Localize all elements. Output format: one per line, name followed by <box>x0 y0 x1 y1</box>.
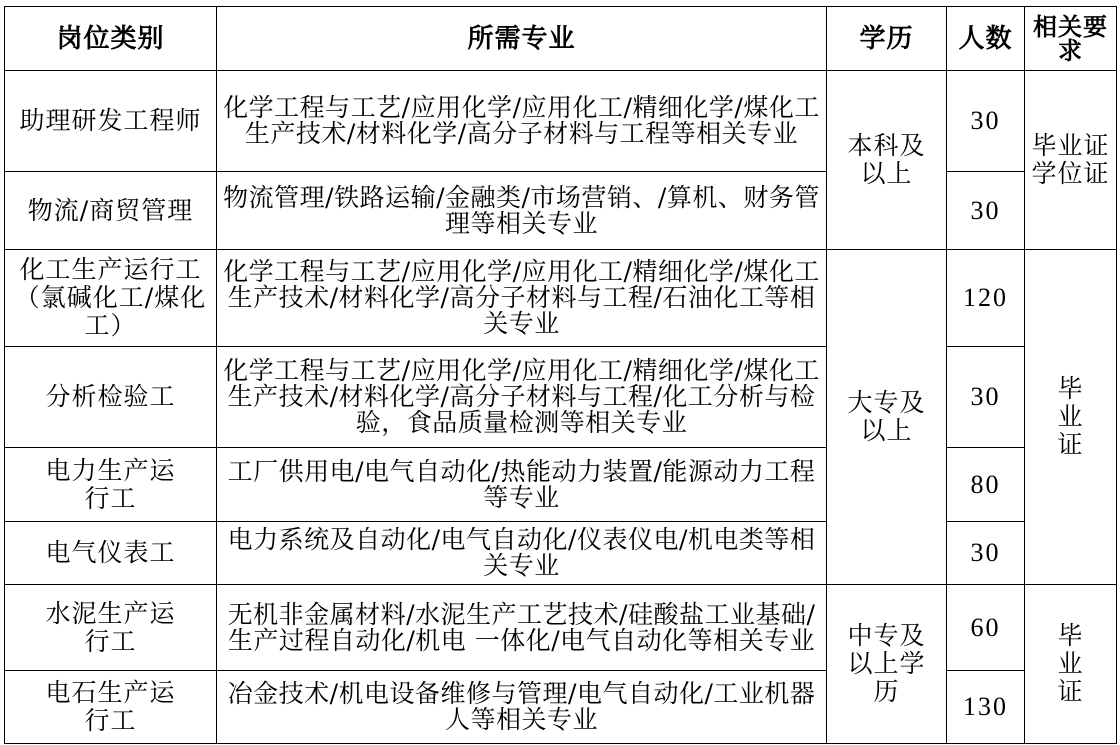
recruitment-table <box>4 6 1117 744</box>
cell-count: 30 <box>947 522 1025 585</box>
cell-major: 冶金技术/机电设备维修与管理/电气自动化/工业机器人等相关专业 <box>217 671 827 744</box>
education-text: 本科及以上 <box>847 131 926 188</box>
cell-education <box>827 585 947 744</box>
cell-requirement <box>1025 71 1117 250</box>
cell-category <box>5 671 217 744</box>
cell-requirement <box>1025 250 1117 585</box>
table-row <box>5 71 1117 172</box>
category-text: 电石生产运行工 <box>45 678 176 735</box>
header-requirement-text: 相关要求 <box>1033 11 1108 65</box>
cell-major: 化学工程与工艺/应用化学/应用化工/精细化学/煤化工生产技术/材料化学/高分子材料与工程/化工分析与检验，食品质量检测等相关专业 <box>217 347 827 448</box>
cell-count: 30 <box>947 347 1025 448</box>
cell-category: 化工生产运行工（氯碱化工/煤化工） <box>5 250 217 347</box>
cell-count: 30 <box>947 71 1025 172</box>
header-requirement <box>1025 7 1117 71</box>
header-count: 人数 <box>947 7 1025 71</box>
cell-major: 工厂供用电/电气自动化/热能动力装置/能源动力工程等专业 <box>217 448 827 522</box>
cell-education <box>827 250 947 585</box>
requirement-text: 毕业证 <box>1057 621 1084 706</box>
cell-count: 80 <box>947 448 1025 522</box>
table-row <box>5 671 1117 744</box>
table-row <box>5 172 1117 250</box>
header-category: 岗位类别 <box>5 7 217 71</box>
cell-major: 电力系统及自动化/电气自动化/仪表仪电/机电类等相关专业 <box>217 522 827 585</box>
cell-major: 无机非金属材料/水泥生产工艺技术/硅酸盐工业基础/生产过程自动化/机电 一体化/电气自动化等相关专业 <box>217 585 827 671</box>
requirement-text: 毕业证学位证 <box>1031 131 1110 188</box>
header-education: 学历 <box>827 7 947 71</box>
table-row <box>5 250 1117 347</box>
table-row <box>5 585 1117 671</box>
table-row <box>5 522 1117 585</box>
cell-major: 化学工程与工艺/应用化学/应用化工/精细化学/煤化工生产技术/材料化学/高分子材料与工程/石油化工等相关专业 <box>217 250 827 347</box>
cell-category: 分析检验工 <box>5 347 217 448</box>
cell-requirement <box>1025 585 1117 744</box>
requirement-text: 毕业证 <box>1057 374 1084 459</box>
cell-count: 30 <box>947 172 1025 250</box>
header-row <box>5 7 1117 71</box>
education-text: 中专及以上学历 <box>847 621 926 706</box>
table-row <box>5 347 1117 448</box>
cell-count: 130 <box>947 671 1025 744</box>
category-text: 电力生产运行工 <box>45 455 176 513</box>
cell-category: 电气仪表工 <box>5 522 217 585</box>
cell-count: 60 <box>947 585 1025 671</box>
header-major: 所需专业 <box>217 7 827 71</box>
cell-category <box>5 585 217 671</box>
cell-major: 物流管理/铁路运输/金融类/市场营销、/算机、财务管理等相关专业 <box>217 172 827 250</box>
cell-count: 120 <box>947 250 1025 347</box>
category-text: 水泥生产运行工 <box>45 598 176 656</box>
cell-category: 助理研发工程师 <box>5 71 217 172</box>
cell-category: 物流/商贸管理 <box>5 172 217 250</box>
cell-education <box>827 71 947 250</box>
cell-major: 化学工程与工艺/应用化学/应用化工/精细化学/煤化工生产技术/材料化学/高分子材料与工程等相关专业 <box>217 71 827 172</box>
table-row <box>5 448 1117 522</box>
cell-category <box>5 448 217 522</box>
education-text: 大专及以上 <box>847 388 926 445</box>
